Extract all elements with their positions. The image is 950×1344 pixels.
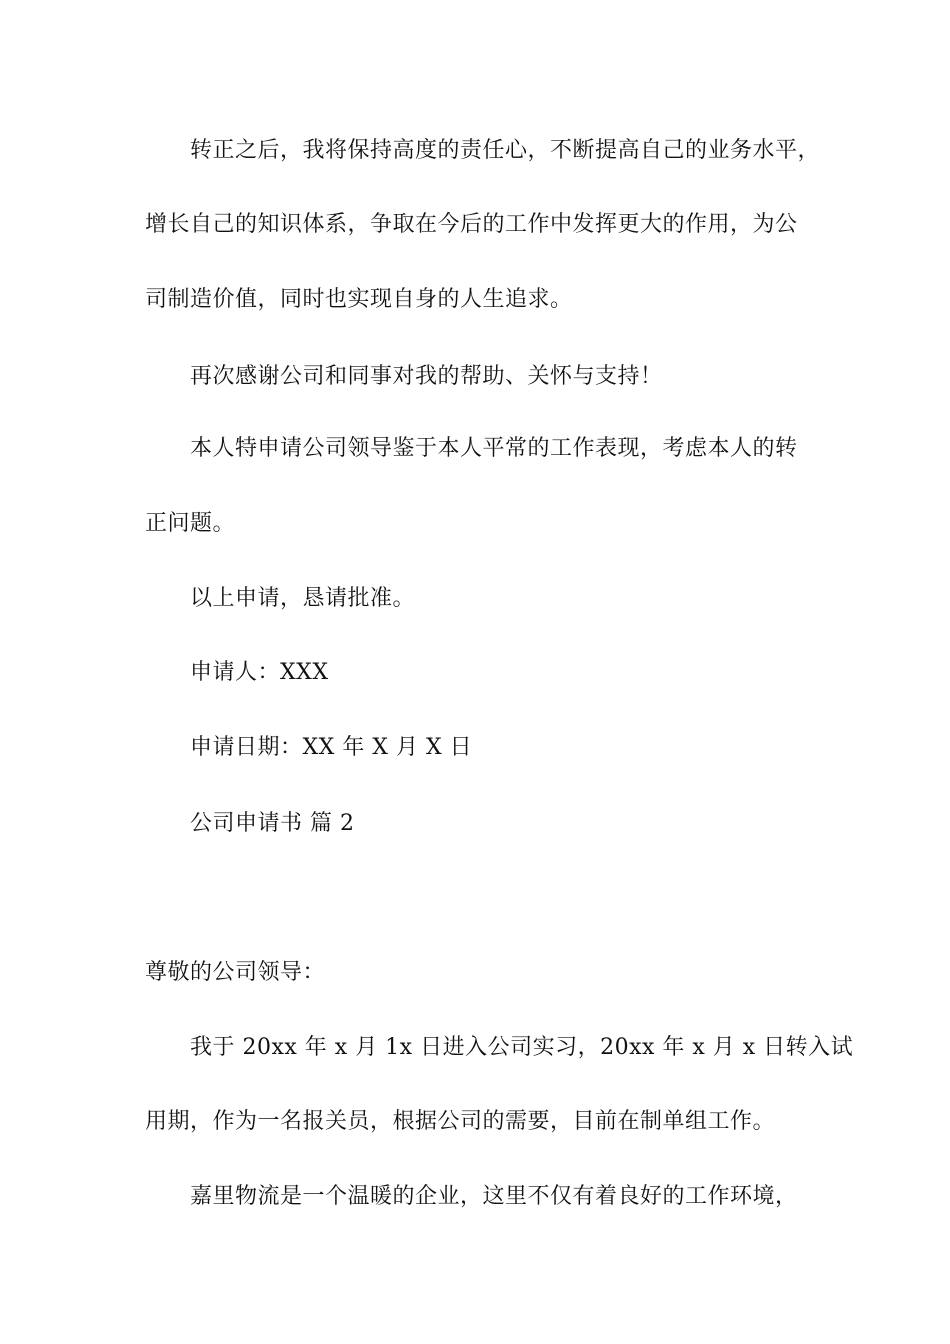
paragraph-line: 正问题。	[145, 511, 236, 536]
salutation: 尊敬的公司领导：	[145, 960, 326, 985]
paragraph-line: 再次感谢公司和同事对我的帮助、关怀与支持！	[190, 364, 663, 389]
paragraph-line: 我于 20xx 年 x 月 1x 日进入公司实习，20xx 年 x 月 x 日转入试	[190, 1035, 854, 1060]
paragraph-line: 本人特申请公司领导鉴于本人平常的工作表现，考虑本人的转	[190, 436, 798, 461]
section-title: 公司申请书 篇 2	[190, 811, 355, 836]
paragraph-line: 用期，作为一名报关员，根据公司的需要，目前在制单组工作。	[145, 1109, 776, 1134]
application-date-line: 申请日期：XX 年 X 月 X 日	[190, 735, 473, 760]
closing-line: 以上申请，恳请批准。	[190, 586, 416, 611]
paragraph-line: 嘉里物流是一个温暖的企业，这里不仅有着良好的工作环境，	[190, 1184, 798, 1209]
paragraph-line: 转正之后，我将保持高度的责任心，不断提高自己的业务水平，	[190, 138, 821, 163]
applicant-line: 申请人：XXX	[190, 660, 329, 685]
paragraph-line: 增长自己的知识体系，争取在今后的工作中发挥更大的作用，为公	[145, 212, 798, 237]
paragraph-line: 司制造价值，同时也实现自身的人生追求。	[145, 287, 573, 312]
